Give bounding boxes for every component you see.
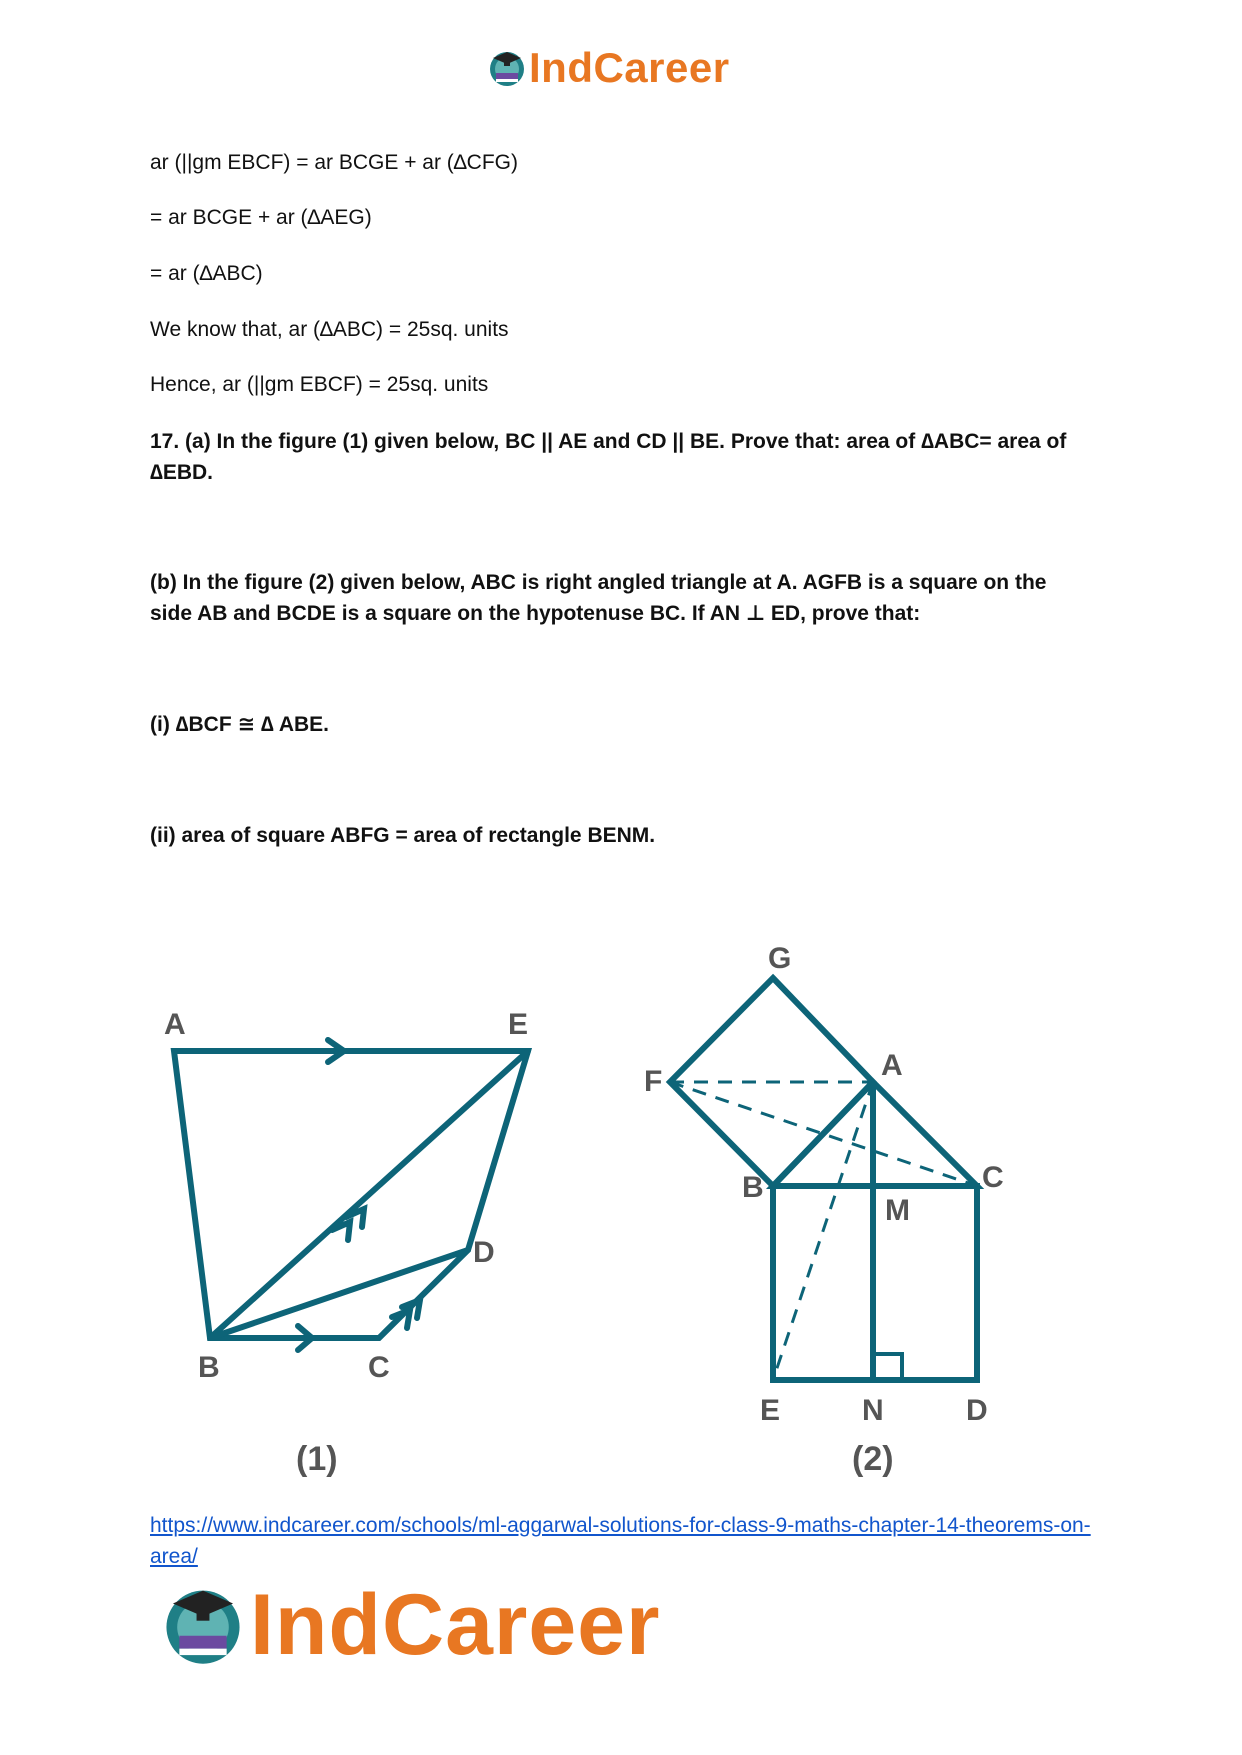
- label-M: M: [885, 1194, 910, 1227]
- equation-line-1: ar (||gm EBCF) = ar BCGE + ar (∆CFG): [150, 151, 518, 174]
- conclusion-line: Hence, ar (||gm EBCF) = 25sq. units: [150, 373, 489, 396]
- label-N: N: [862, 1394, 884, 1427]
- logo-wordmark: IndCareer: [529, 44, 730, 91]
- label-B: B: [198, 1351, 220, 1384]
- question-17a: 17. (a) In the figure (1) given below, BC || AE and CD || BE. Prove that: area of ∆ABC= area of ∆EBD.: [150, 430, 1067, 484]
- caption-2: (2): [852, 1440, 894, 1478]
- label-A: A: [164, 1008, 186, 1041]
- label-C: C: [368, 1351, 390, 1384]
- statement-line: We know that, ar (∆ABC) = 25sq. units: [150, 318, 509, 341]
- label-D: D: [473, 1236, 495, 1269]
- equation-line-2: = ar BCGE + ar (∆AEG): [150, 206, 372, 229]
- segment-BD: [210, 1250, 468, 1338]
- figure-2: [630, 930, 1050, 1490]
- source-link[interactable]: https://www.indcareer.com/schools/ml-aggarwal-solutions-for-class-9-maths-chapter-14-theorems-on-area/: [150, 1514, 1091, 1568]
- label-A: A: [881, 1049, 903, 1082]
- question-part-ii: (ii) area of square ABFG = area of rectangle BENM.: [150, 824, 656, 847]
- footer-logo: [160, 1575, 661, 1675]
- quadrilateral-outline: [174, 1051, 528, 1338]
- right-angle-marker: [873, 1354, 902, 1380]
- label-D: D: [966, 1394, 988, 1427]
- label-G: G: [768, 942, 792, 975]
- question-17b: (b) In the figure (2) given below, ABC is right angled triangle at A. AGFB is a square on the side AB and BCDE is a square on the hypotenuse BC. If AN ⊥ ED, prove that:: [150, 571, 1047, 625]
- graduation-cap-book-icon: [160, 1582, 246, 1668]
- equation-line-3: = ar (∆ABC): [150, 262, 263, 285]
- logo-wordmark: IndCareer: [250, 1576, 661, 1673]
- label-E: E: [508, 1008, 529, 1041]
- label-F: F: [644, 1065, 663, 1098]
- dashed-AE: [773, 1082, 873, 1380]
- question-part-i: (i) ∆BCF ≅ ∆ ABE.: [150, 713, 330, 736]
- label-E: E: [760, 1394, 781, 1427]
- caption-1: (1): [296, 1440, 338, 1478]
- graduation-cap-book-icon: [487, 48, 527, 88]
- figure-1: [150, 1000, 570, 1500]
- label-B: B: [742, 1171, 764, 1204]
- header-logo: [487, 40, 730, 96]
- label-C: C: [982, 1161, 1004, 1194]
- segment-BE: [210, 1051, 528, 1338]
